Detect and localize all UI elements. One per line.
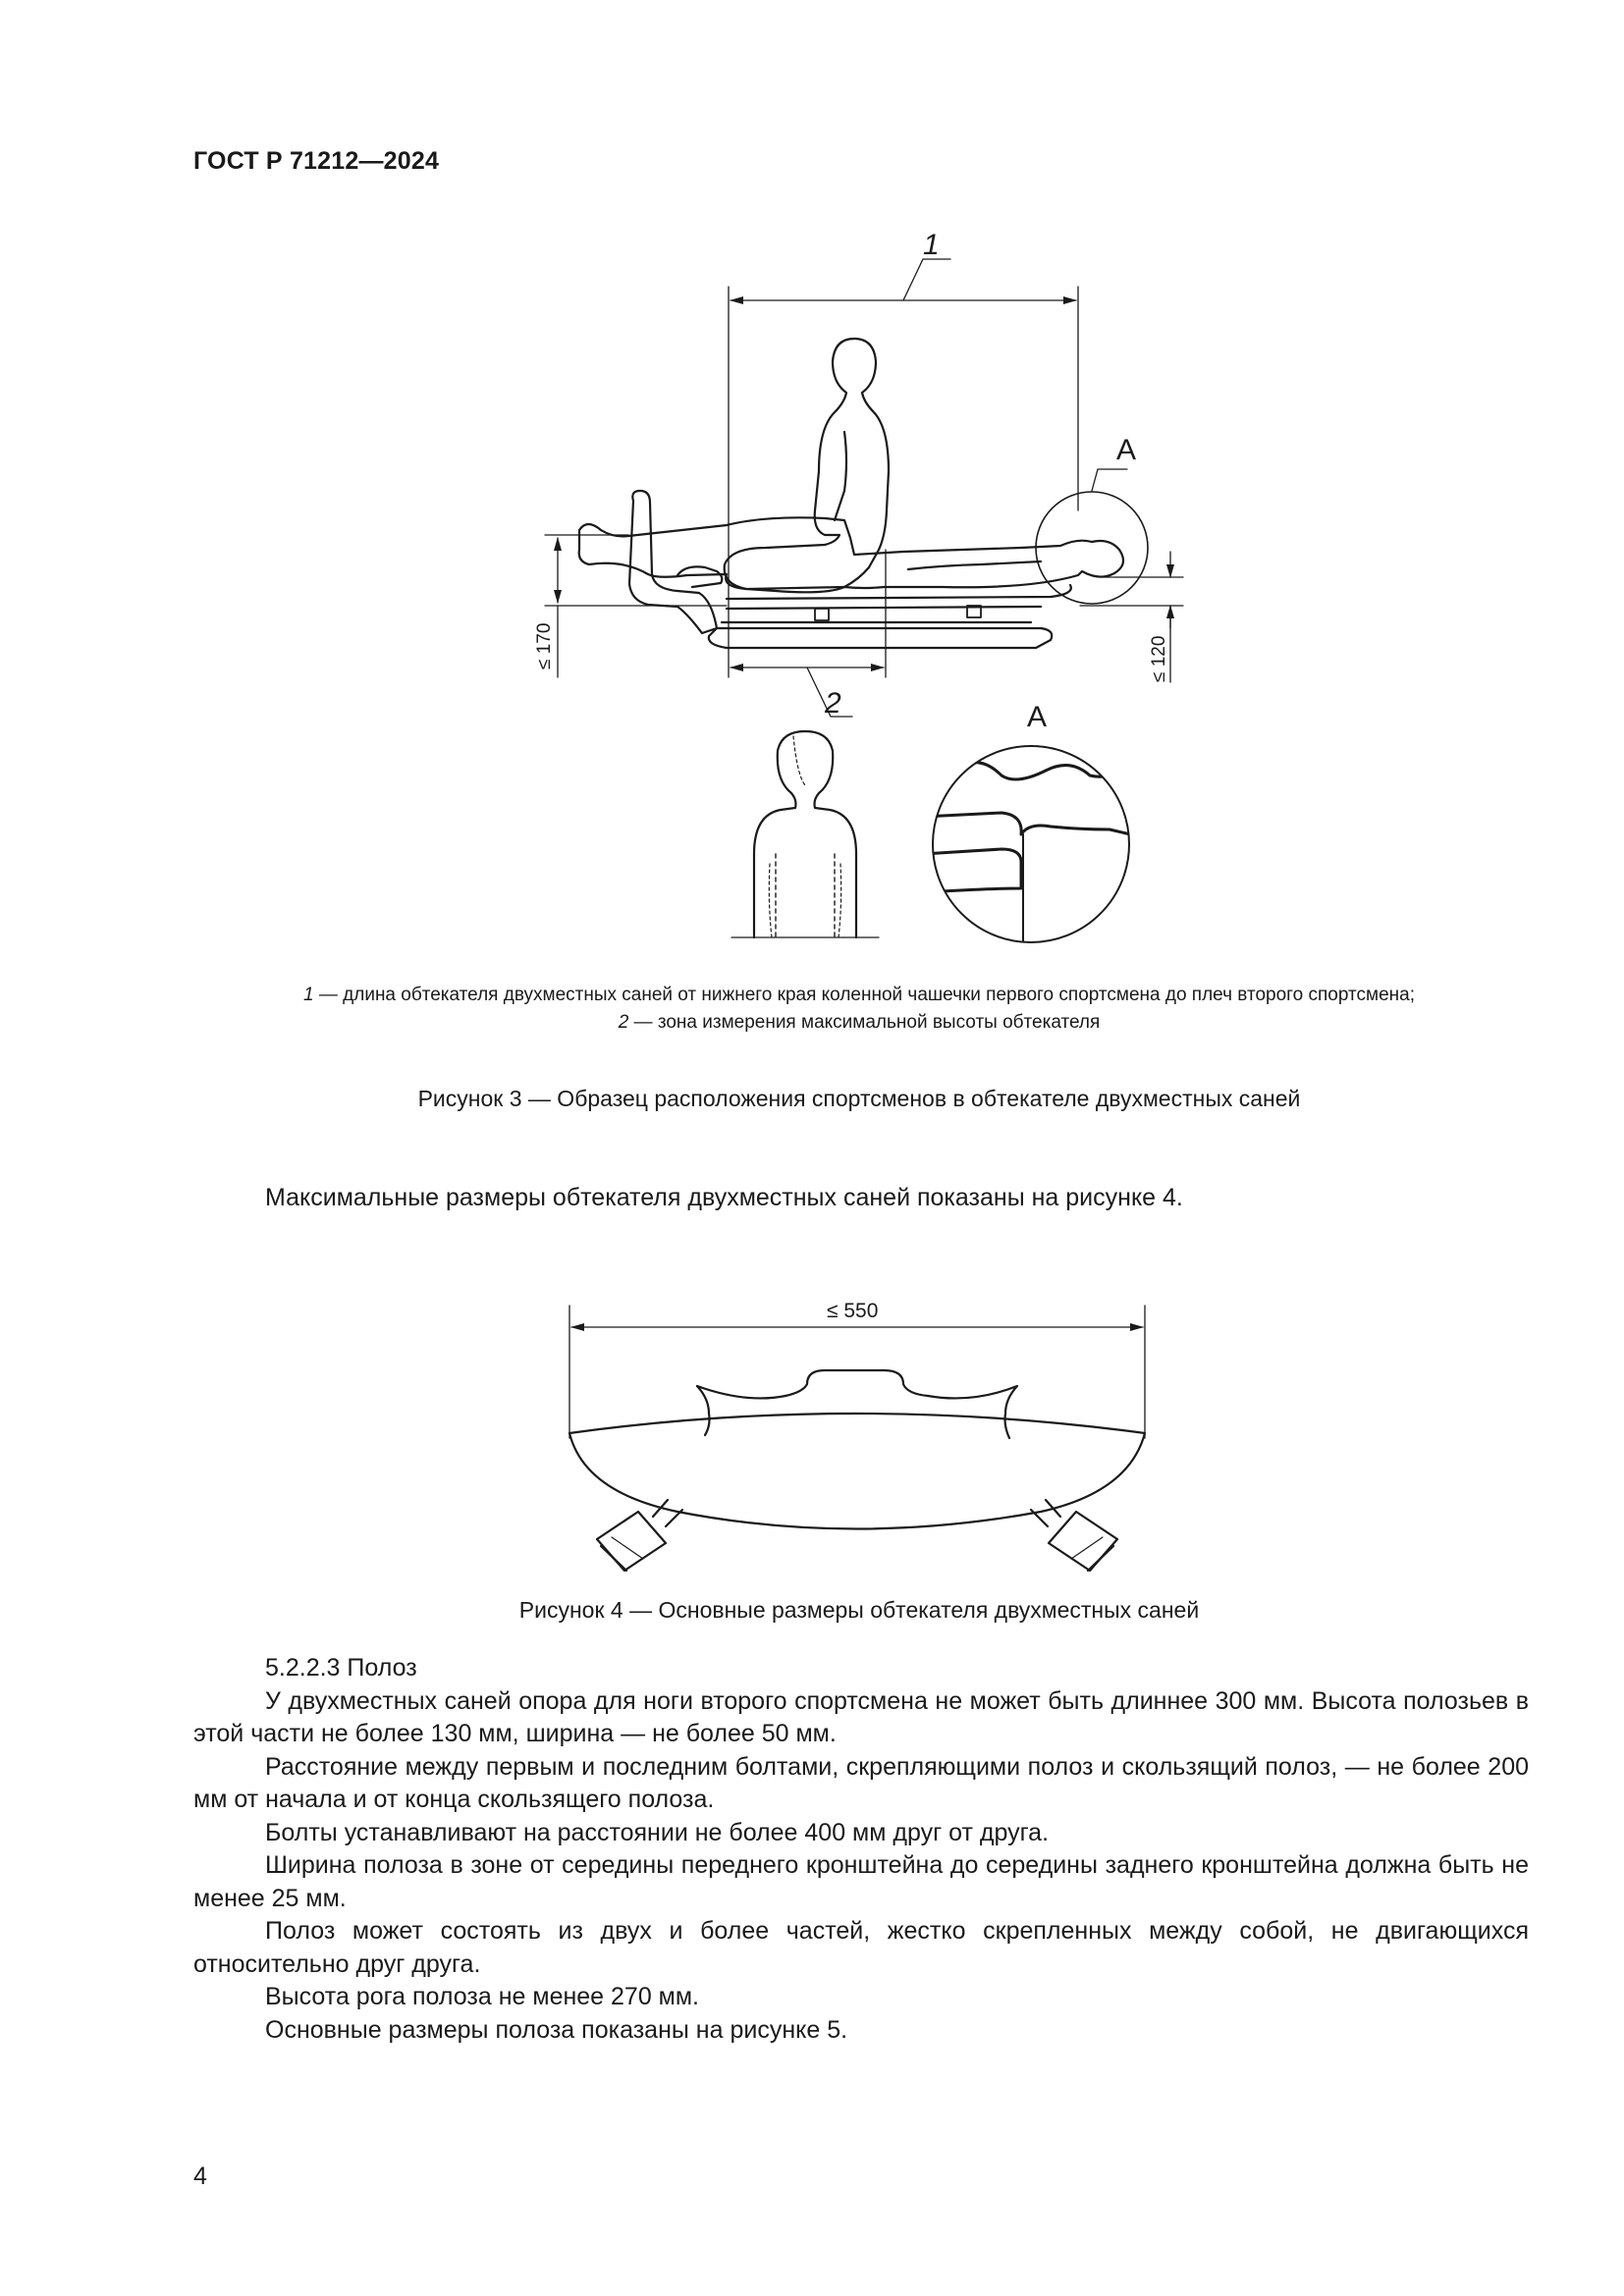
right-runner-block <box>1049 1512 1117 1571</box>
dim-height-right-label: ≤ 120 <box>1149 635 1169 682</box>
dim-width-label: ≤ 550 <box>827 1300 879 1322</box>
callout-1-label: 1 <box>923 229 940 261</box>
figure-3-legend <box>187 982 1532 1037</box>
callout-1-leader <box>903 259 950 300</box>
standard-code-header: ГОСТ Р 71212—2024 <box>193 147 440 175</box>
detail-a-marker <box>1036 492 1148 604</box>
left-runner-block <box>597 1512 666 1571</box>
intro-paragraph: Максимальные размеры обтекателя двухместных саней показаны на рисунке 4. <box>265 1184 1183 1211</box>
figure-3-caption: Рисунок 3 — Образец расположения спортсменов в обтекателе двухместных саней <box>417 1086 1301 1111</box>
section-paragraph: Ширина полоза в зоне от середины переднего кронштейна до середины заднего кронштейна должна быть не менее 25 мм. <box>193 1851 1529 1912</box>
legend-item-1: 1 — длина обтекателя двухместных саней от нижнего края коленной чашечки первого спортсмена до плеч второго спортсмена; <box>303 985 1415 1005</box>
figure-4-drawing <box>0 1276 1624 1590</box>
seat-profile <box>697 1370 1017 1438</box>
figure-4-caption: Рисунок 4 — Основные размеры обтекателя двухместных саней <box>518 1597 1200 1623</box>
section-paragraph: У двухместных саней опора для ноги второго спортсмена не может быть длиннее 300 мм. Высота полозьев в этой части не более 130 мм, ширина — не более 50 мм. <box>193 1686 1529 1747</box>
figure-3-drawing <box>0 0 1624 972</box>
detail-a-label-top: A <box>1116 434 1137 466</box>
page-number: 4 <box>193 2163 207 2190</box>
section-paragraph: Основные размеры полоза показаны на рисунке 5. <box>265 2015 848 2044</box>
second-athlete-body <box>579 517 1123 589</box>
section-paragraph: Высота рога полоза не менее 270 мм. <box>265 1983 700 2010</box>
legend-item-2: 2 — зона измерения максимальной высоты обтекателя <box>618 1012 1101 1033</box>
sled-runner <box>709 628 1052 648</box>
section-heading: 5.2.2.3 Полоз <box>265 1654 417 1682</box>
section-paragraph: Расстояние между первым и последним болтами, скрепляющими полоз и скользящий полоз, — не более 200 мм от начала и от конца скользящего полоза. <box>193 1752 1529 1813</box>
front-footrest <box>629 491 717 633</box>
section-5-2-2-3 <box>193 1652 1529 2047</box>
detail-a-label-circle: A <box>1027 701 1048 733</box>
dim-height-left-label: ≤ 170 <box>534 622 555 669</box>
section-paragraph: Болты устанавливают на расстоянии не более 400 мм друг от друга. <box>265 1818 1050 1846</box>
fairing-shell <box>569 1414 1145 1529</box>
section-paragraph: Полоз может состоять из двух и более частей, жестко скрепленных между собой, не двигающихся относительно друг друга. <box>193 1917 1529 1978</box>
callout-2-label: 2 <box>825 687 841 720</box>
